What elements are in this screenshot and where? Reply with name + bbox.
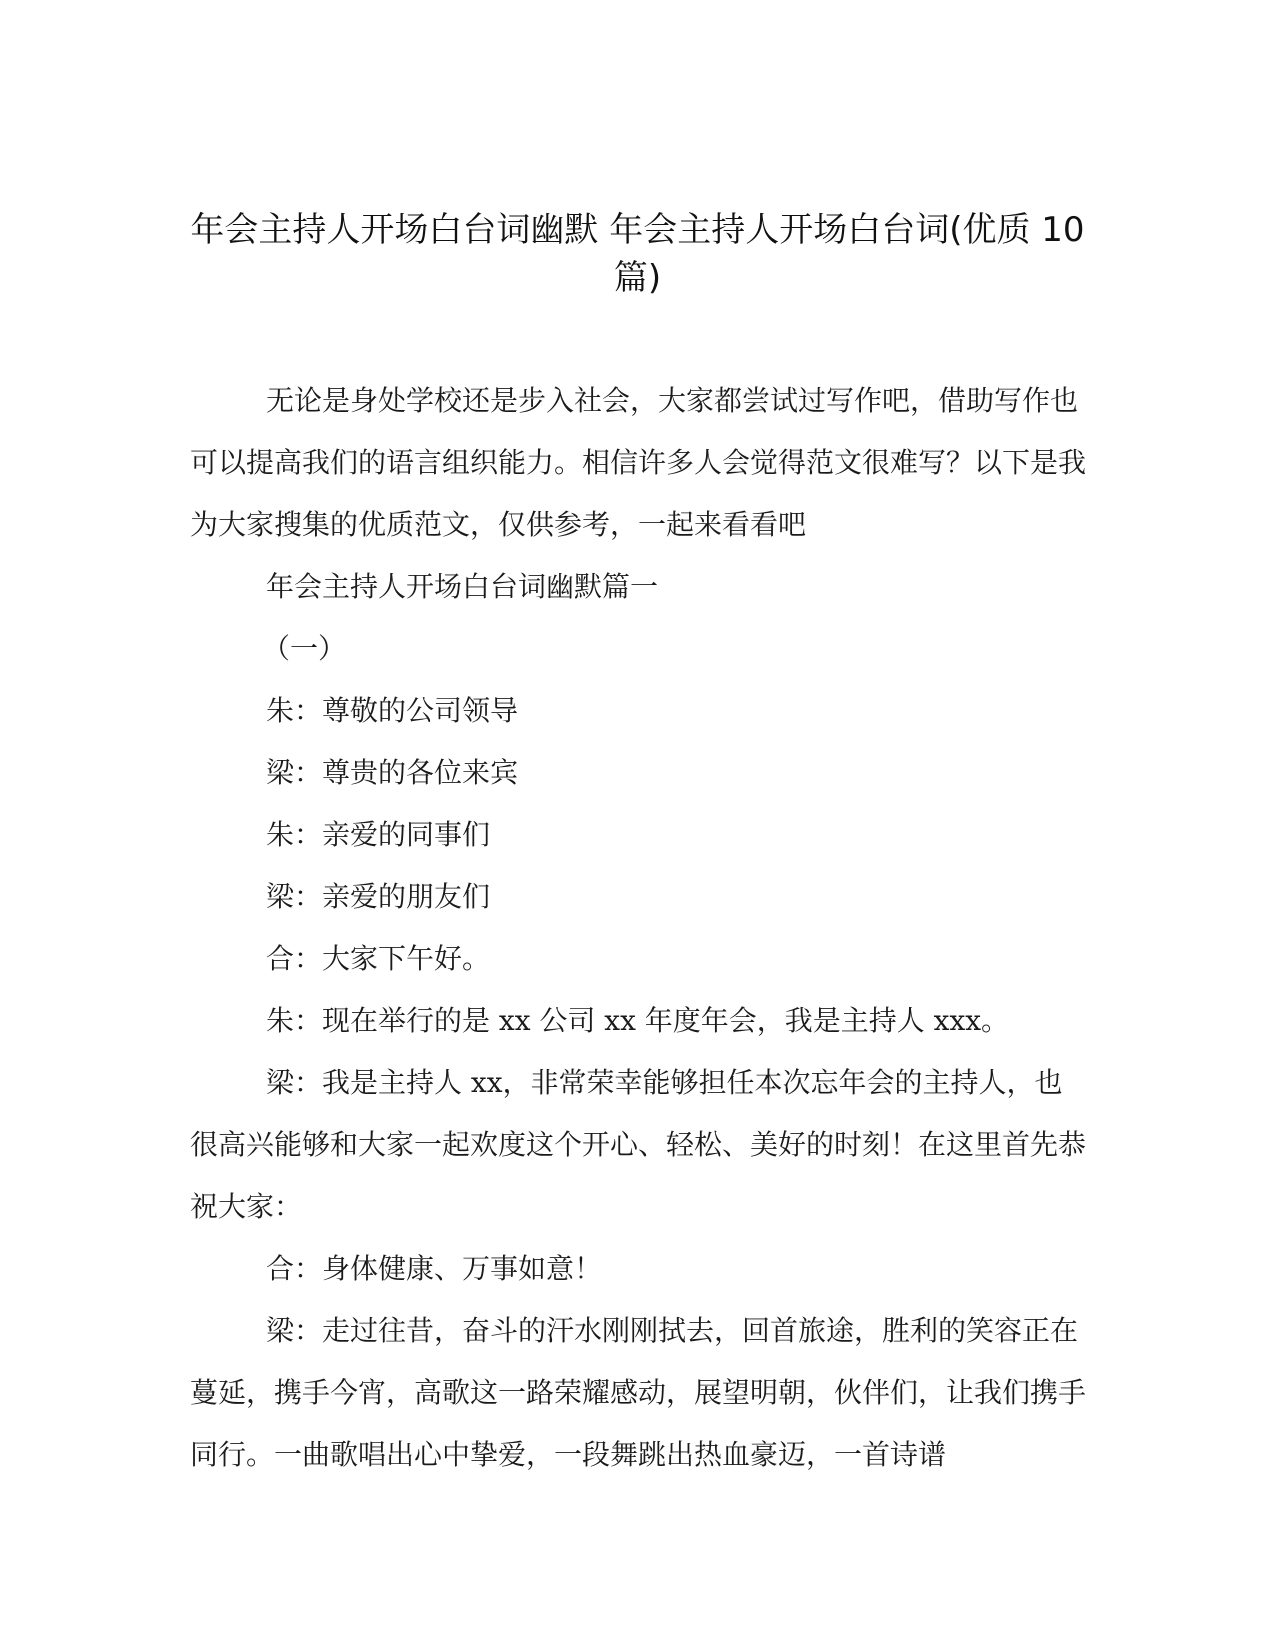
dialogue-line-he-2: 合：身体健康、万事如意！ — [266, 1252, 603, 1285]
dialogue-line-3: 朱：亲爱的同事们 — [266, 818, 491, 851]
dialogue-line-5: 合：大家下午好。 — [266, 942, 491, 975]
dialogue-line-2: 梁：尊贵的各位来宾 — [266, 756, 519, 789]
dialogue-paragraph-liang-2: 梁：走过往昔，奋斗的汗水刚刚拭去，回首旅途，胜利的笑容正在蔓延，携手今宵，高歌这一路荣耀感动，展望明朝，伙伴们，让我们携手同行。一曲歌唱出心中挚爱，一段舞跳出热血豪迈，一首诗谱 — [190, 1314, 1087, 1471]
dialogue-line-4: 梁：亲爱的朋友们 — [266, 880, 491, 913]
title-line-1: 年会主持人开场白台词幽默 年会主持人开场白台词(优质 10 — [190, 210, 1085, 250]
intro-paragraph: 无论是身处学校还是步入社会，大家都尝试过写作吧，借助写作也可以提高我们的语言组织能力。相信许多人会觉得范文很难写？以下是我为大家搜集的优质范文，仅供参考，一起来看看吧 — [190, 384, 1087, 541]
dialogue-line-1: 朱：尊敬的公司领导 — [266, 694, 519, 727]
title-line-2: 篇) — [613, 258, 662, 298]
document-title — [170, 206, 1105, 302]
dialogue-line-6: 朱：现在举行的是 xx 公司 xx 年度年会，我是主持人 xxx。 — [266, 1004, 1010, 1037]
document-body — [190, 370, 1090, 1486]
section-heading: 年会主持人开场白台词幽默篇一 — [266, 570, 659, 603]
part-marker: （一） — [262, 632, 347, 665]
dialogue-paragraph-liang-1: 梁：我是主持人 xx，非常荣幸能够担任本次忘年会的主持人，也很高兴能够和大家一起欢度这个开心、轻松、美好的时刻！在这里首先恭祝大家： — [190, 1066, 1087, 1223]
